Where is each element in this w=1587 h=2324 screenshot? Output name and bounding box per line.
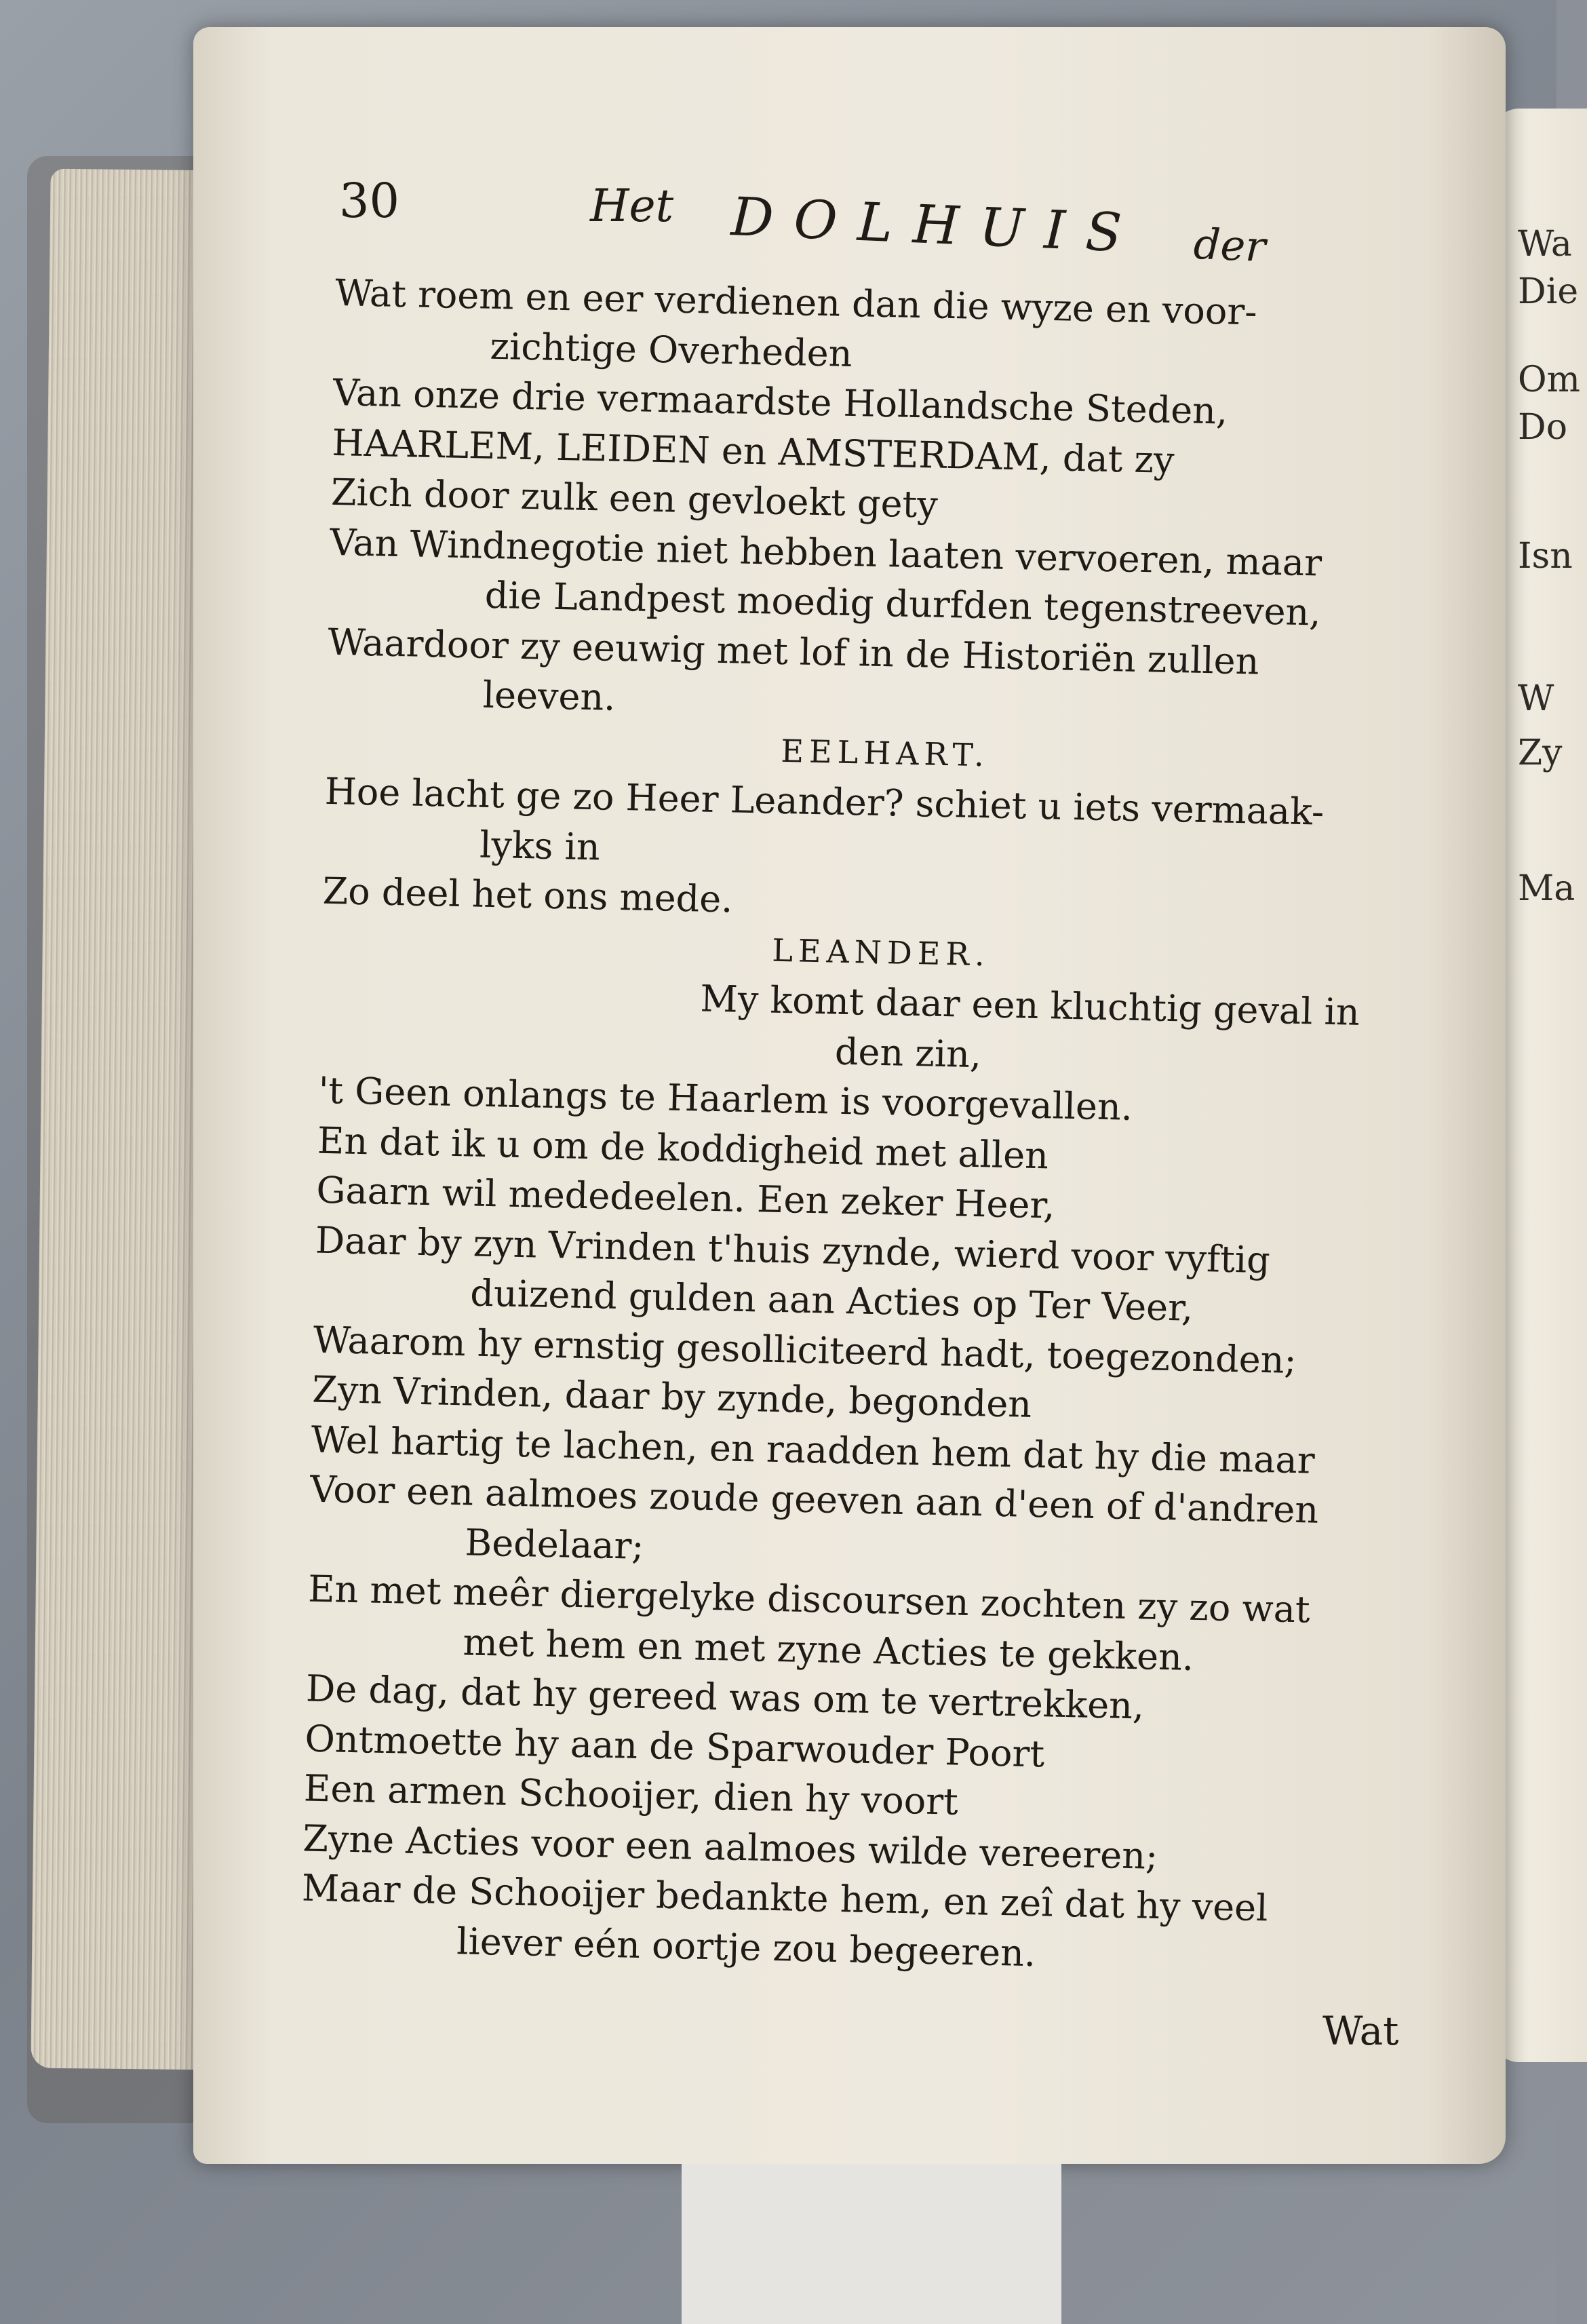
text-line: Voor een aalmoes zoude geeven aan d'een of d'andren (309, 1467, 1319, 1532)
text-line: Zich door zulk een gevloekt gety (330, 470, 939, 526)
text-line: Hoe lacht ge zo Heer Leander? schiet u iets vermaak- (324, 769, 1325, 834)
text-line: Bedelaar; (465, 1520, 645, 1568)
text-line: Van onze drie vermaardste Hollandsche Steden, (332, 370, 1228, 433)
next-page-fragment: W (1518, 678, 1554, 719)
text-line: HAARLEM, LEIDEN en AMSTERDAM, dat zy (331, 421, 1175, 482)
text-line: Maar de Schooijer bedankte hem, en zeî dat hy veel (301, 1866, 1269, 1930)
running-title: DOLHUIS (730, 187, 1143, 265)
next-page-fragment: Wa (1518, 224, 1572, 265)
next-page-fragment: Ma (1518, 868, 1575, 909)
text-line: Van Windnegotie niet hebben laaten vervoeren, maar (329, 520, 1322, 585)
speaker-name: EELHART. (780, 732, 990, 773)
text-line: En dat ik u om de koddigheid met allen (317, 1119, 1049, 1177)
next-page-fragment: Zy (1518, 733, 1563, 773)
catchword: Wat (1322, 2008, 1399, 2054)
header-het: Het (590, 180, 674, 232)
text-line: liever eén oortje zou begeeren. (456, 1919, 1036, 1975)
next-page-fragment: Die (1518, 271, 1579, 312)
text-line: den zin, (834, 1030, 982, 1076)
page-header (339, 173, 1370, 275)
text-line: duizend gulden aan Acties op Ter Veer, (469, 1271, 1194, 1330)
next-page-fragment: Do (1518, 407, 1567, 448)
text-line: 't Geen onlangs te Haarlem is voorgevallen. (317, 1068, 1133, 1129)
text-line: Een armen Schooijer, dien hy voort (303, 1766, 959, 1823)
text-line: Wel hartig te lachen, en raadden hem dat hy die maar (311, 1418, 1316, 1482)
page-number: 30 (339, 173, 400, 229)
text-line: Ontmoette hy aan de Sparwouder Poort (304, 1717, 1045, 1775)
text-line: Waardoor zy eeuwig met lof in de Historiën zullen (327, 620, 1260, 683)
text-line: Waarom hy ernstig gesolliciteerd hadt, toegezonden; (313, 1318, 1297, 1382)
text-line: De dag, dat hy gereed was om te vertrekken, (305, 1667, 1145, 1728)
text-line: My komt daar een kluchtig geval in (699, 977, 1360, 1034)
header-der: der (1192, 218, 1267, 272)
blank-label (682, 2164, 1061, 2324)
text-line: die Landpest moedig durfden tegenstreeven, (484, 573, 1322, 634)
speaker-name: LEANDER. (771, 931, 991, 973)
text-line: Zyne Acties voor een aalmoes wilde vereeren; (302, 1816, 1158, 1878)
text-block (300, 268, 1414, 1986)
text-line: Wat roem en eer verdienen dan die wyze en voor- (334, 271, 1258, 334)
next-page-fragment: Isn (1518, 536, 1573, 577)
next-page-fragment: Om (1518, 360, 1580, 400)
text-line: Daar by zyn Vrinden t'huis zynde, wierd voor vyftig (315, 1218, 1271, 1281)
text-line: Zyn Vrinden, daar by zynde, begonden (311, 1368, 1032, 1426)
text-line: Gaarn wil mededeelen. Een zeker Heer, (315, 1168, 1056, 1227)
text-line: lyks in (479, 823, 601, 868)
text-line: leeven. (482, 673, 616, 719)
text-line: En met meêr diergelyke discoursen zochten zy zo wat (307, 1567, 1311, 1631)
next-page-edge (1492, 109, 1587, 2062)
text-line: met hem en met zyne Acties te gekken. (462, 1620, 1194, 1679)
text-line: Zo deel het ons mede. (322, 869, 734, 921)
text-line: zichtige Overheden (489, 324, 853, 375)
